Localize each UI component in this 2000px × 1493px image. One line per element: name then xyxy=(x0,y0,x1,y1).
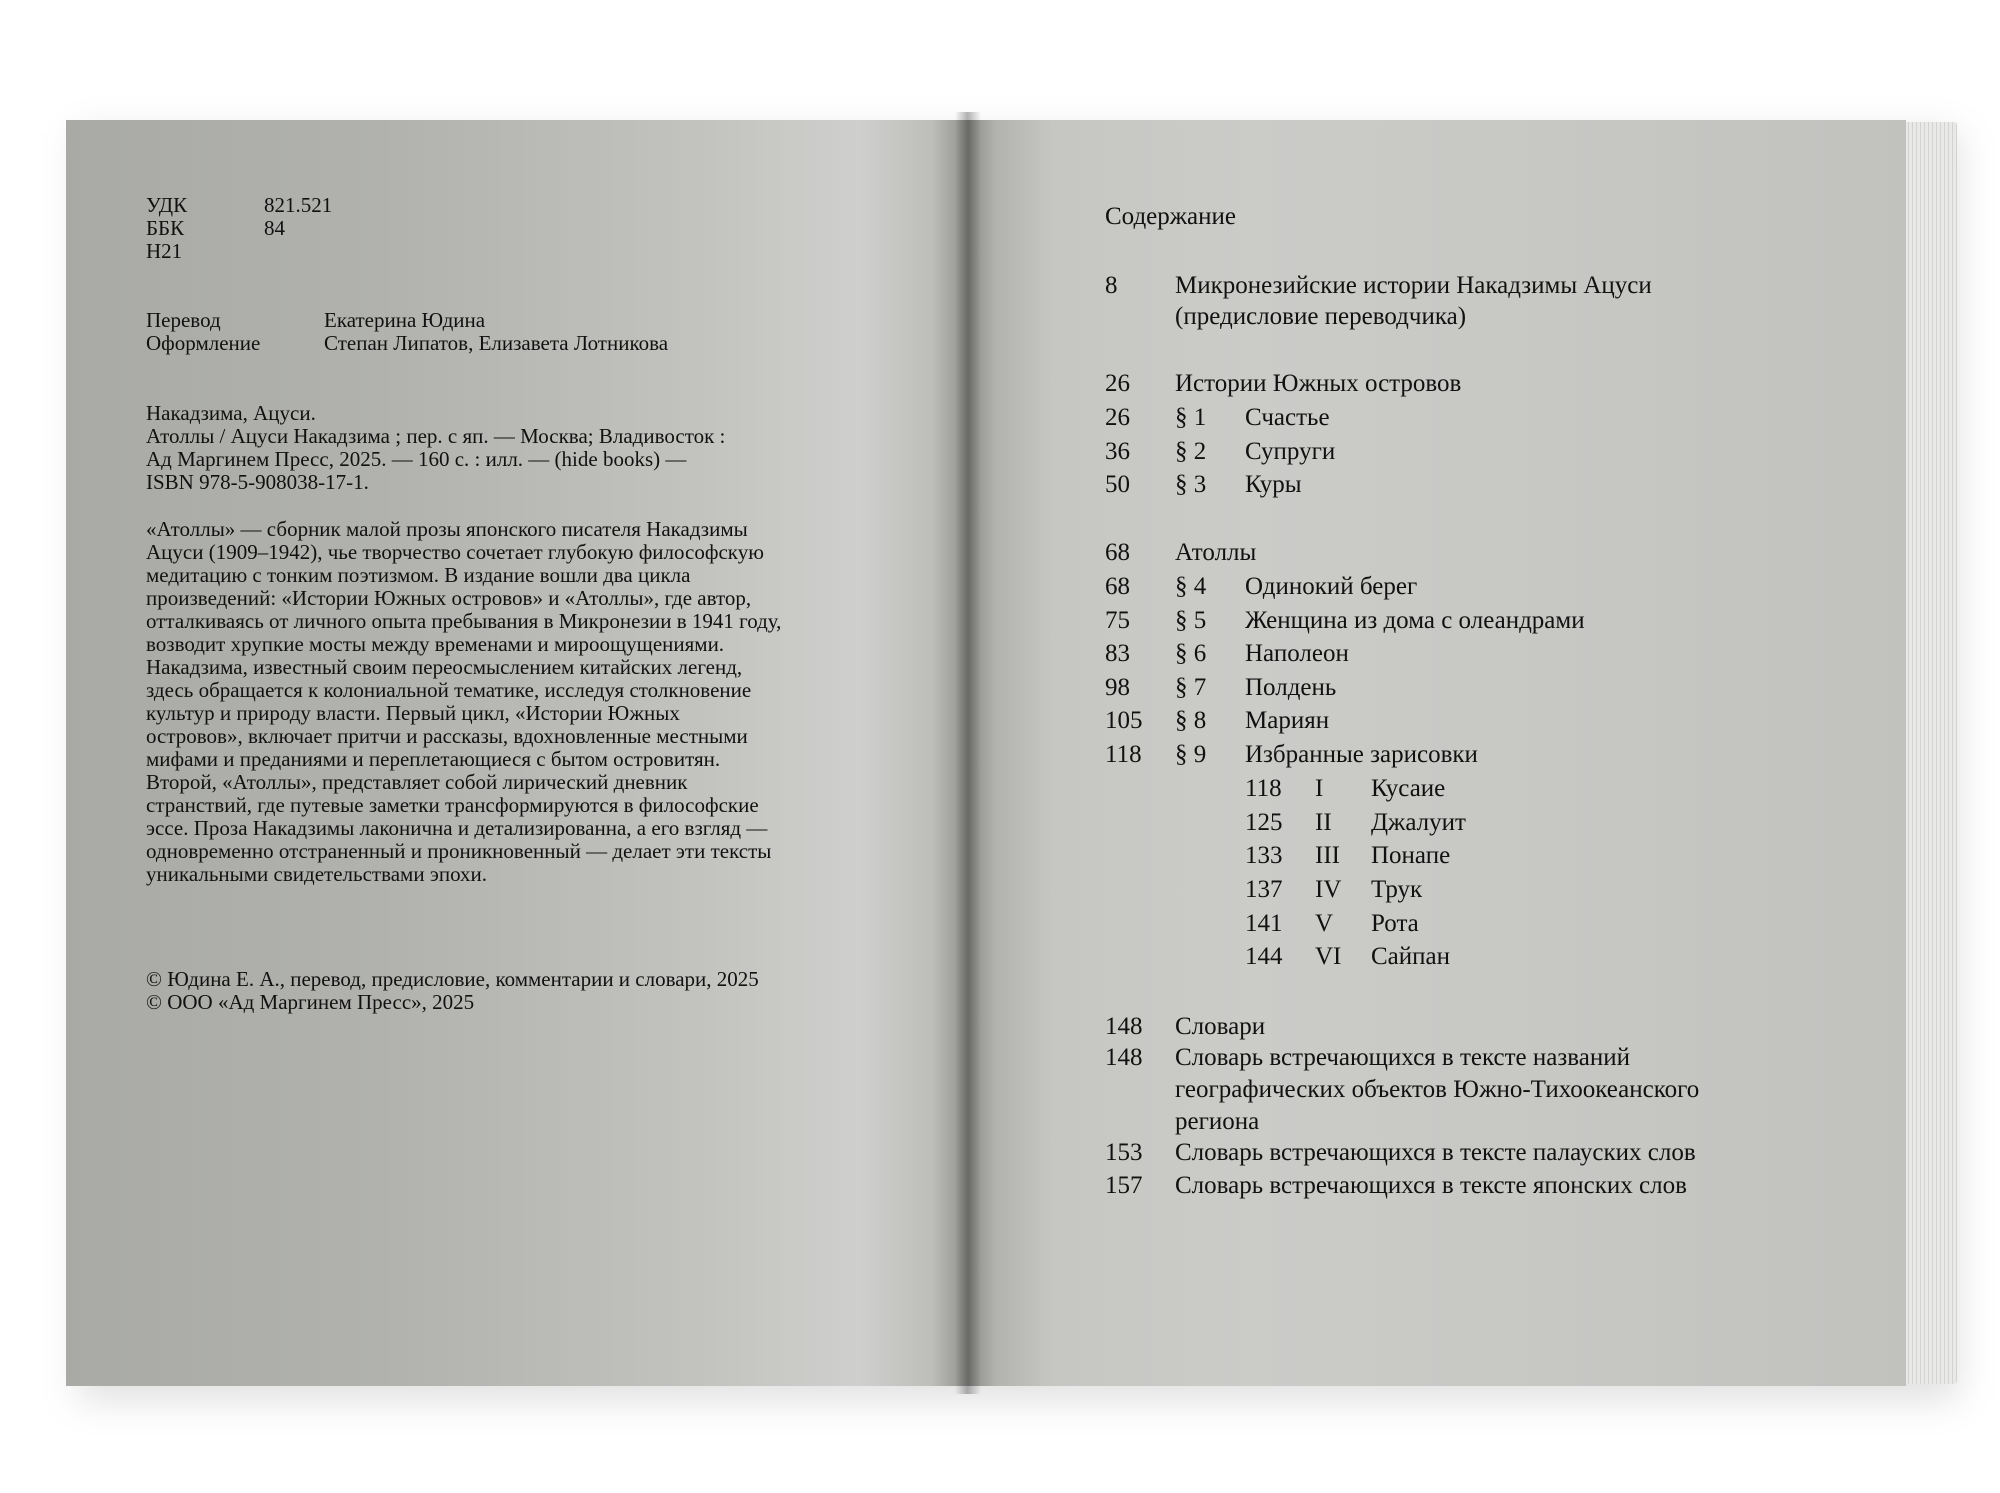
toc-dictionary-title: Словарь встречающихся в тексте названий xyxy=(1175,1044,1630,1071)
toc-page-number: 68 xyxy=(1105,573,1130,600)
udk-code: УДК xyxy=(146,193,188,217)
toc-page-number: 144 xyxy=(1245,943,1283,970)
toc-sketch-number: IV xyxy=(1315,876,1342,903)
toc-section-number: § 4 xyxy=(1175,573,1207,600)
toc-page-number: 157 xyxy=(1105,1172,1143,1199)
bib-line: Ад Маргинем Пресс, 2025. — 160 с. : илл. — (hide books) — xyxy=(146,447,687,471)
toc-page-number: 36 xyxy=(1105,438,1130,465)
toc-section-number: § 6 xyxy=(1175,640,1207,667)
toc-sketch-title: Понапе xyxy=(1371,842,1451,869)
annotation-line: одновременно отстраненный и проникновенный — делает эти тексты xyxy=(146,839,772,863)
toc-entry-intro: Микронезийские истории Накадзимы Ацуси xyxy=(1175,272,1652,299)
toc-page-number: 125 xyxy=(1245,809,1283,836)
annotation-line: Ацуси (1909–1942), чье творчество сочетает глубокую философскую xyxy=(146,540,764,564)
annotation-line: медитацию с тонким поэтизмом. В издание вошли два цикла xyxy=(146,563,691,587)
toc-page-number: 153 xyxy=(1105,1139,1143,1166)
credit-role: Оформление xyxy=(146,331,261,355)
toc-sketch-title: Трук xyxy=(1371,876,1423,903)
toc-section-title: Избранные зарисовки xyxy=(1245,741,1478,768)
toc-entry-intro-sub: (предисловие переводчика) xyxy=(1175,303,1467,330)
toc-section-title: Полдень xyxy=(1245,674,1337,701)
toc-page-number: 148 xyxy=(1105,1013,1143,1040)
toc-section-number: § 8 xyxy=(1175,707,1207,734)
toc-section-number: § 7 xyxy=(1175,674,1207,701)
toc-section-number: § 1 xyxy=(1175,404,1207,431)
toc-page-number: 137 xyxy=(1245,876,1283,903)
toc-sketch-title: Кусаие xyxy=(1371,775,1446,802)
toc-sketch-title: Джалуит xyxy=(1371,809,1466,836)
toc-page-number: 83 xyxy=(1105,640,1130,667)
book-spine xyxy=(955,112,981,1394)
toc-page-number: 75 xyxy=(1105,607,1130,634)
toc-dictionary-title: региона xyxy=(1175,1108,1260,1135)
bib-line: Атоллы / Ацуси Накадзима ; пер. с яп. — Москва; Владивосток : xyxy=(146,424,726,448)
toc-sketch-number: II xyxy=(1315,809,1332,836)
toc-page-number: 98 xyxy=(1105,674,1130,701)
toc-sketch-number: VI xyxy=(1315,943,1342,970)
toc-page-number: 141 xyxy=(1245,910,1283,937)
copyright-block xyxy=(146,968,846,1014)
annotation-line: уникальными свидетельствами эпохи. xyxy=(146,862,488,886)
annotation-line: Второй, «Атоллы», представляет собой лирический дневник xyxy=(146,770,688,794)
left-page xyxy=(66,120,968,1386)
bbk-code: ББК xyxy=(146,216,185,240)
annotation-line: странствий, где путевые заметки трансформируются в философские xyxy=(146,793,759,817)
toc-cycle-title: Истории Южных островов xyxy=(1175,370,1462,397)
annotation-line: отталкиваясь от личного опыта пребывания в Микронезии в 1941 году, xyxy=(146,609,782,633)
toc-section-title: Куры xyxy=(1245,471,1302,498)
toc-cycle-title: Атоллы xyxy=(1175,539,1257,566)
toc-page-number: 68 xyxy=(1105,539,1130,566)
toc-page-number: 8 xyxy=(1105,272,1118,299)
annotation-line: возводит хрупкие мосты между временами и мироощущениями. xyxy=(146,632,725,656)
annotation-line: островов», включает притчи и рассказы, вдохновленные местными xyxy=(146,724,748,748)
toc-page-number: 133 xyxy=(1245,842,1283,869)
toc-section-number: § 2 xyxy=(1175,438,1207,465)
toc-page-number: 148 xyxy=(1105,1044,1143,1071)
toc-sketch-number: V xyxy=(1315,910,1334,937)
toc-page-number: 118 xyxy=(1245,775,1282,802)
credit-name: Екатерина Юдина xyxy=(324,308,486,332)
toc-section-title: Женщина из дома с олеандрами xyxy=(1245,607,1585,634)
toc-section-title: Счастье xyxy=(1245,404,1330,431)
toc-dictionary-title: Словарь встречающихся в тексте японских слов xyxy=(1175,1172,1687,1199)
udk-value: 821.521 xyxy=(264,193,333,217)
annotation-line: Накадзима, известный своим переосмыслением китайских легенд, xyxy=(146,655,743,679)
annotation-line: «Атоллы» — сборник малой прозы японского писателя Накадзимы xyxy=(146,517,748,541)
bib-line: Накадзима, Ацуси. xyxy=(146,401,316,425)
toc-page-number: 26 xyxy=(1105,404,1130,431)
toc-section-number: § 3 xyxy=(1175,471,1207,498)
copyright-line: © ООО «Ад Маргинем Пресс», 2025 xyxy=(146,990,475,1014)
right-page xyxy=(968,120,1906,1386)
toc-sketch-title: Сайпан xyxy=(1371,943,1451,970)
toc-page-number: 105 xyxy=(1105,707,1143,734)
toc-sketch-number: I xyxy=(1315,775,1324,802)
toc-section-number: § 9 xyxy=(1175,741,1207,768)
bibliographic-record xyxy=(146,402,846,494)
toc-heading: Содержание xyxy=(1105,203,1236,230)
annotation-line: мифами и преданиями и переплетающиеся с бытом островитян. xyxy=(146,747,721,771)
credit-name: Степан Липатов, Елизавета Лотникова xyxy=(324,331,669,355)
toc-cycle-title: Словари xyxy=(1175,1013,1266,1040)
credit-role: Перевод xyxy=(146,308,221,332)
toc-sketch-number: III xyxy=(1315,842,1340,869)
page-edges xyxy=(1905,122,1957,1384)
toc-dictionary-title: Словарь встречающихся в тексте палауских слов xyxy=(1175,1139,1696,1166)
toc-section-title: Наполеон xyxy=(1245,640,1349,667)
annotation-line: произведений: «Истории Южных островов» и «Атоллы», где автор, xyxy=(146,586,752,610)
toc-section-title: Мариян xyxy=(1245,707,1330,734)
copyright-line: © Юдина Е. А., перевод, предисловие, комментарии и словари, 2025 xyxy=(146,967,759,991)
toc-page-number: 118 xyxy=(1105,741,1142,768)
annotation xyxy=(146,518,846,886)
annotation-line: культур и природу власти. Первый цикл, «Истории Южных xyxy=(146,701,680,725)
annotation-line: здесь обращается к колониальной тематике, исследуя столкновение xyxy=(146,678,752,702)
toc-section-title: Одинокий берег xyxy=(1245,573,1418,600)
toc-page-number: 26 xyxy=(1105,370,1130,397)
toc-page-number: 50 xyxy=(1105,471,1130,498)
toc-dictionary-title: географических объектов Южно-Тихоокеанского xyxy=(1175,1076,1700,1103)
annotation-line: эссе. Проза Накадзимы лаконична и детализированна, а его взгляд — xyxy=(146,816,768,840)
author-sign: Н21 xyxy=(146,239,183,263)
toc-section-number: § 5 xyxy=(1175,607,1207,634)
bib-line: ISBN 978-5-908038-17-1. xyxy=(146,470,369,494)
bbk-value: 84 xyxy=(264,216,285,240)
toc-section-title: Супруги xyxy=(1245,438,1336,465)
toc-sketch-title: Рота xyxy=(1371,910,1419,937)
